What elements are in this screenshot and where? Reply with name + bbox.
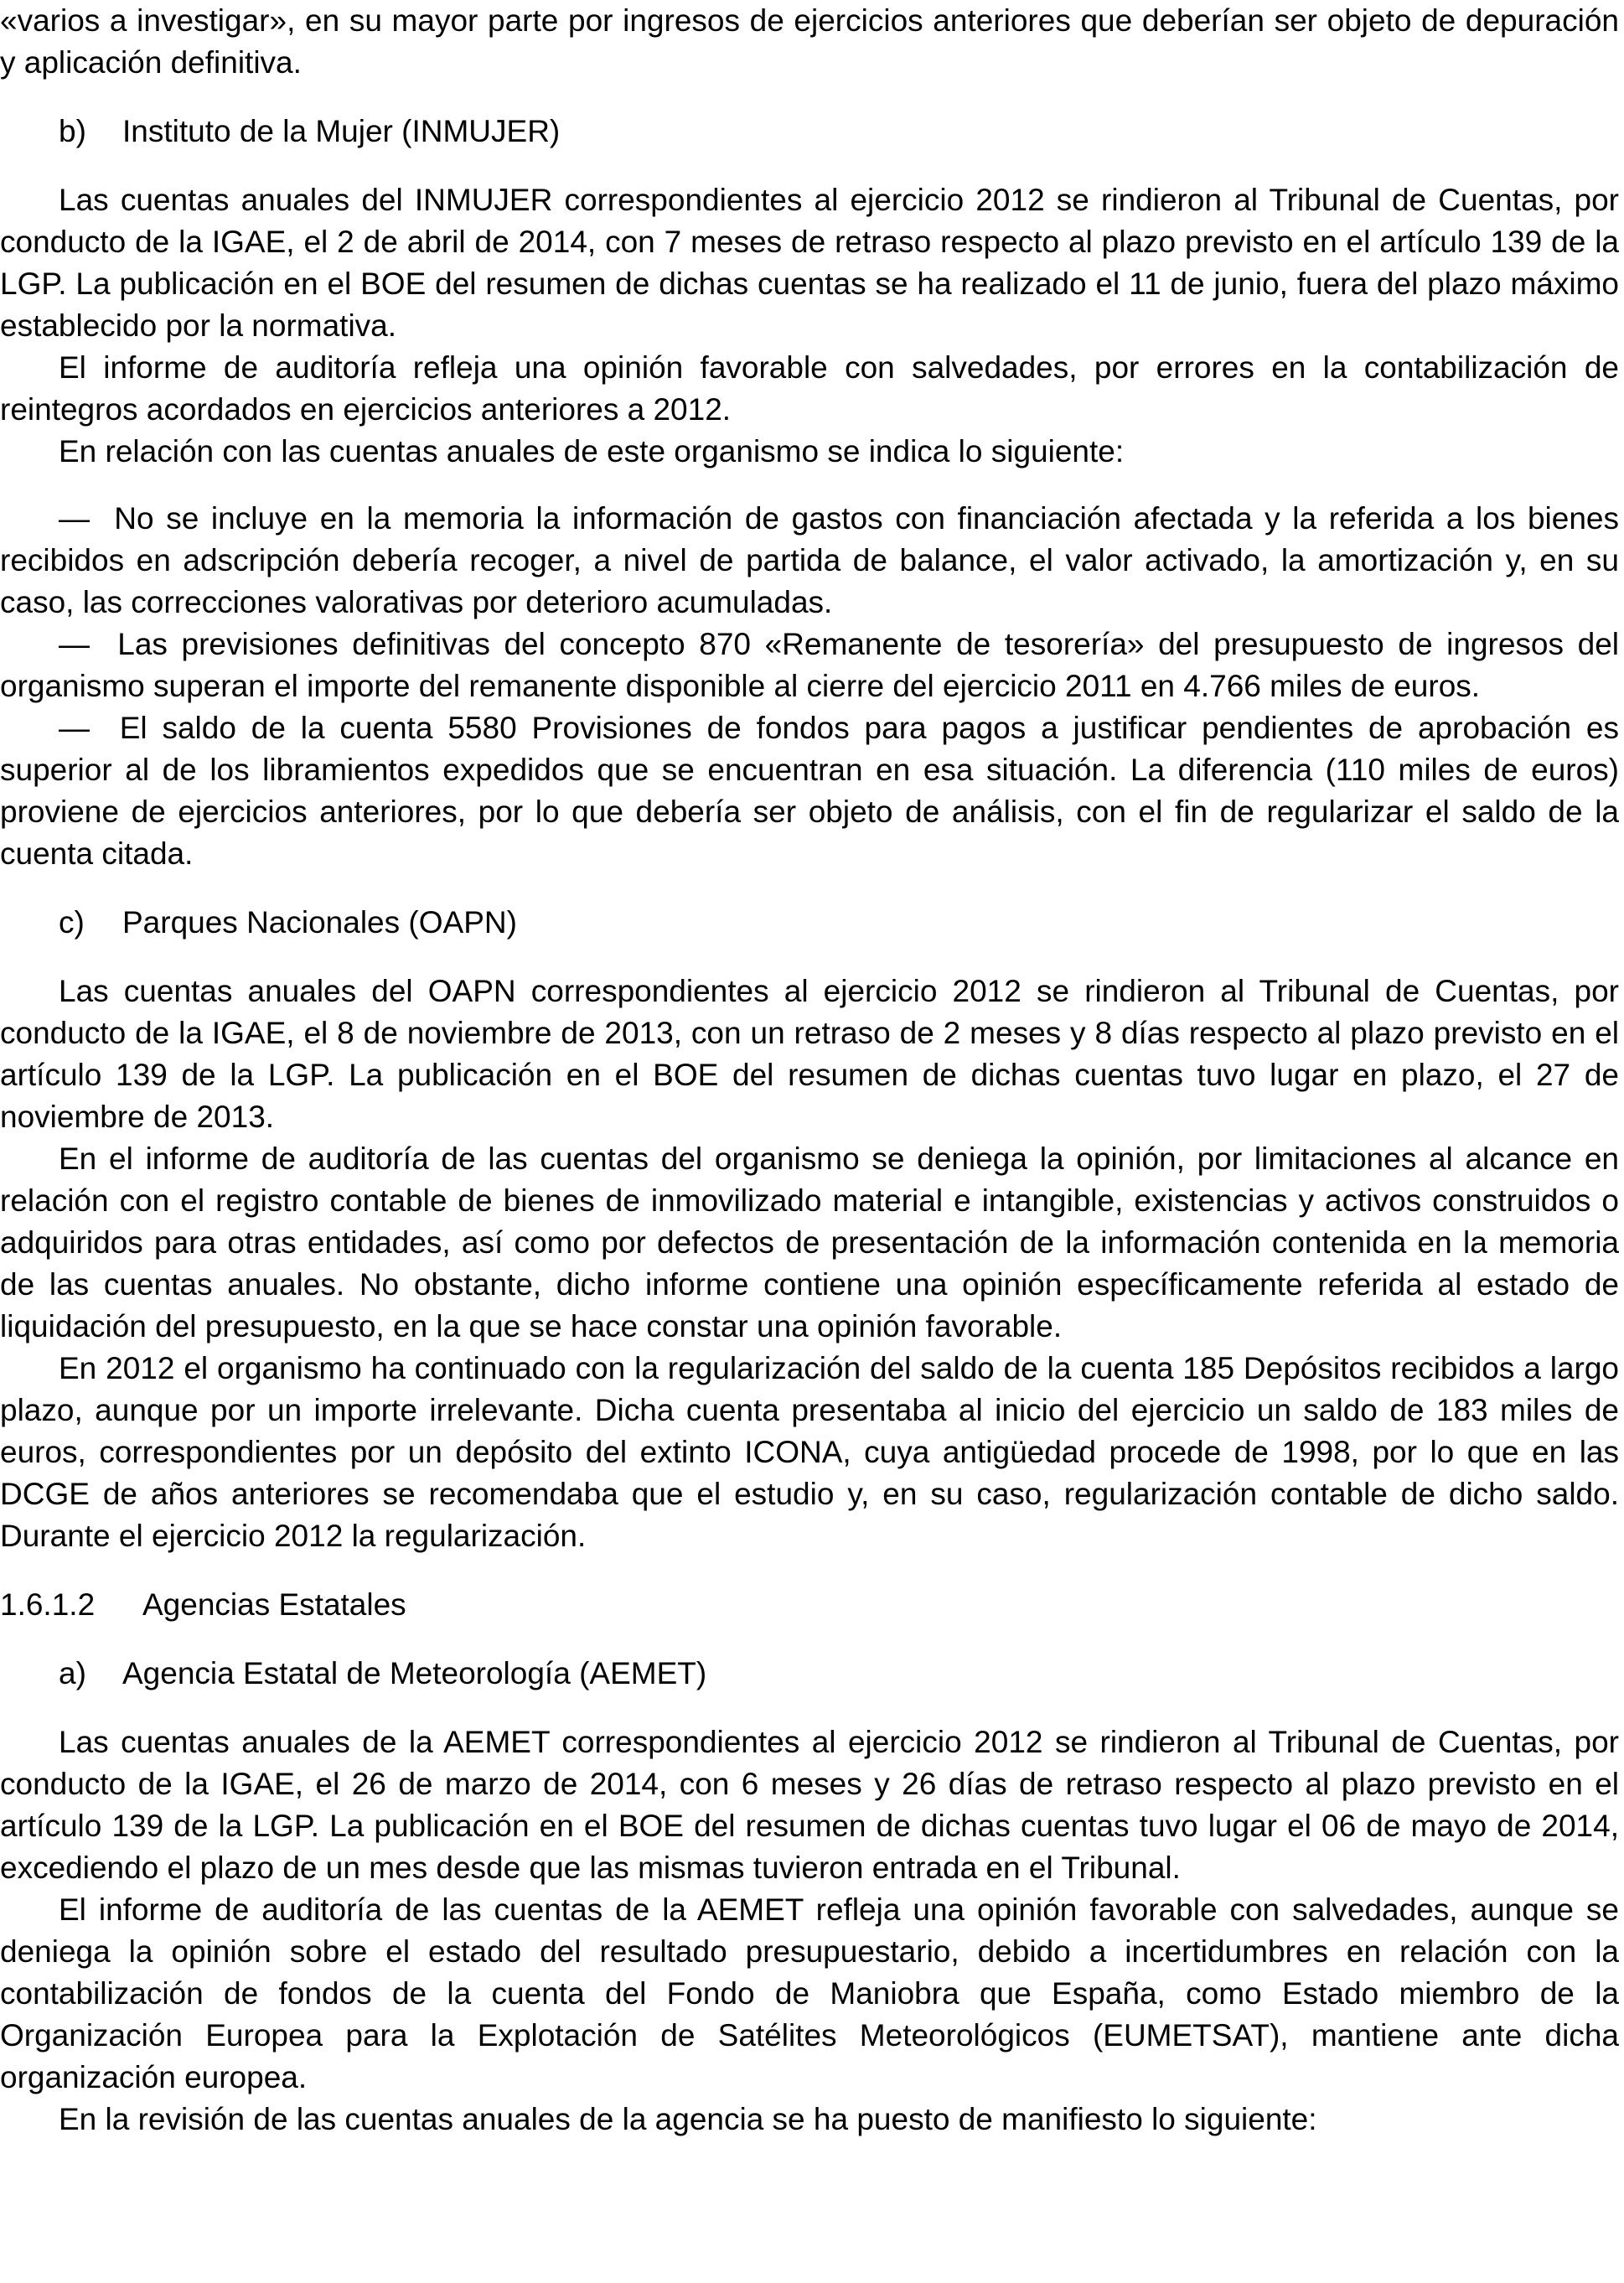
paragraph: Las cuentas anuales de la AEMET correspondientes al ejercicio 2012 se rindieron al Tribunal de Cuentas, por conducto de la IGAE, el 26 de marzo de 2014, con 6 meses y 26 días de retraso respecto al plazo previsto en el artículo 139 de la LGP. La publicación en el BOE del resumen de dichas cuentas tuvo lugar el 06 de mayo de 2014, excediendo el plazo de un mes desde que las mismas tuvieron entrada en el Tribunal. (0, 1725, 1619, 1885)
spacer (0, 153, 1619, 179)
spacer (0, 84, 1619, 111)
spacer (0, 1557, 1619, 1584)
paragraph: En relación con las cuentas anuales de este organismo se indica lo siguiente: (59, 434, 1125, 469)
section-title: Agencia Estatal de Meteorología (AEMET) (122, 1656, 707, 1690)
section-letter: c) (59, 905, 85, 940)
paragraph: En el informe de auditoría de las cuentas del organismo se deniega la opinión, por limitaciones al alcance en relación con el registro contable de bienes de inmovilizado material e intangible, existencias y activos construidos o adquiridos para otras entidades, así como por defectos de presentación de la información contenida en la memoria de las cuentas anuales. No obstante, dicho informe contiene una opinión específicamente referida al estado de liquidación del presupuesto, en la que se hace constar una opinión favorable. (0, 1142, 1619, 1343)
paragraph: El informe de auditoría refleja una opinión favorable con salvedades, por errores en la contabilización de reintegros acordados en ejercicios anteriores a 2012. (0, 350, 1619, 427)
section-heading-inmujer (0, 111, 1619, 153)
section-title: Parques Nacionales (OAPN) (122, 905, 517, 940)
dash-marker: — (59, 501, 90, 536)
paragraph: En 2012 el organismo ha continuado con la regularización del saldo de la cuenta 185 Depósitos recibidos a largo plazo, aunque por un importe irrelevante. Dicha cuenta presentaba al inicio del ejercicio un saldo de 183 miles de euros, correspondientes por un depósito del extinto ICONA, cuya antigüedad procede de 1998, por lo que en las DCGE de años anteriores se recomendaba que el estudio y, en su caso, regularización contable de dicho saldo. Durante el ejercicio 2012 la regularización. (0, 1351, 1619, 1553)
bullet-item (0, 498, 1619, 624)
bullet-item (0, 624, 1619, 707)
section-letter: a) (59, 1656, 86, 1690)
spacer (0, 1626, 1619, 1653)
section-heading-agencias (0, 1584, 1619, 1626)
section-title: Instituto de la Mujer (INMUJER) (122, 114, 561, 148)
bullet-text: No se incluye en la memoria la información de gastos con financiación afectada y la referida a los bienes recibidos en adscripción debería recoger, a nivel de partida de balance, el valor activado, la amortización y, en su caso, las correcciones valorativas por deterioro acumuladas. (0, 501, 1620, 619)
spacer (0, 473, 1619, 498)
paragraph: El informe de auditoría de las cuentas de la AEMET refleja una opinión favorable con salvedades, aunque se deniega la opinión sobre el estado del resultado presupuestario, debido a incertidumbres en relación con la contabilización de fondos de la cuenta del Fondo de Maniobra que España, como Estado miembro de la Organización Europea para la Explotación de Satélites Meteorológicos (EUMETSAT), mantiene ante dicha organización europea. (0, 1892, 1619, 2094)
section-letter: b) (59, 114, 86, 148)
section-heading-oapn (0, 902, 1619, 944)
spacer (0, 1695, 1619, 1721)
bullet-text: El saldo de la cuenta 5580 Provisiones de fondos para pagos a justificar pendientes de aprobación es superior al de los libramientos expedidos que se encuentran en esa situación. La diferencia (110 miles de euros) proviene de ejercicios anteriores, por lo que debería ser objeto de análisis, con el fin de regularizar el saldo de la cuenta citada. (0, 711, 1619, 871)
paragraph-continuation: «varios a investigar», en su mayor parte por ingresos de ejercicios anteriores que deberían ser objeto de depuración y aplicación definitiva. (0, 3, 1619, 80)
spacer (0, 875, 1619, 902)
paragraph: Las cuentas anuales del INMUJER correspondientes al ejercicio 2012 se rindieron al Tribunal de Cuentas, por conducto de la IGAE, el 2 de abril de 2014, con 7 meses de retraso respecto al plazo previsto en el artículo 139 de la LGP. La publicación en el BOE del resumen de dichas cuentas se ha realizado el 11 de junio, fuera del plazo máximo establecido por la normativa. (0, 183, 1619, 343)
paragraph: Las cuentas anuales del OAPN correspondientes al ejercicio 2012 se rindieron al Tribunal de Cuentas, por conducto de la IGAE, el 8 de noviembre de 2013, con un retraso de 2 meses y 8 días respecto al plazo previsto en el artículo 139 de la LGP. La publicación en el BOE del resumen de dichas cuentas tuvo lugar en plazo, el 27 de noviembre de 2013. (0, 974, 1619, 1134)
bullet-text: Las previsiones definitivas del concepto 870 «Remanente de tesorería» del presupuesto de ingresos del organismo superan el importe del remanente disponible al cierre del ejercicio 2011 en 4.766 miles de euros. (0, 627, 1619, 703)
dash-marker: — (59, 627, 90, 661)
section-number: 1.6.1.2 (0, 1587, 96, 1622)
section-heading-aemet (0, 1653, 1619, 1695)
section-title: Agencias Estatales (142, 1587, 406, 1622)
bullet-item (0, 707, 1619, 875)
spacer (0, 944, 1619, 971)
paragraph: En la revisión de las cuentas anuales de la agencia se ha puesto de manifiesto lo siguiente: (59, 2102, 1317, 2136)
dash-marker: — (59, 711, 90, 745)
